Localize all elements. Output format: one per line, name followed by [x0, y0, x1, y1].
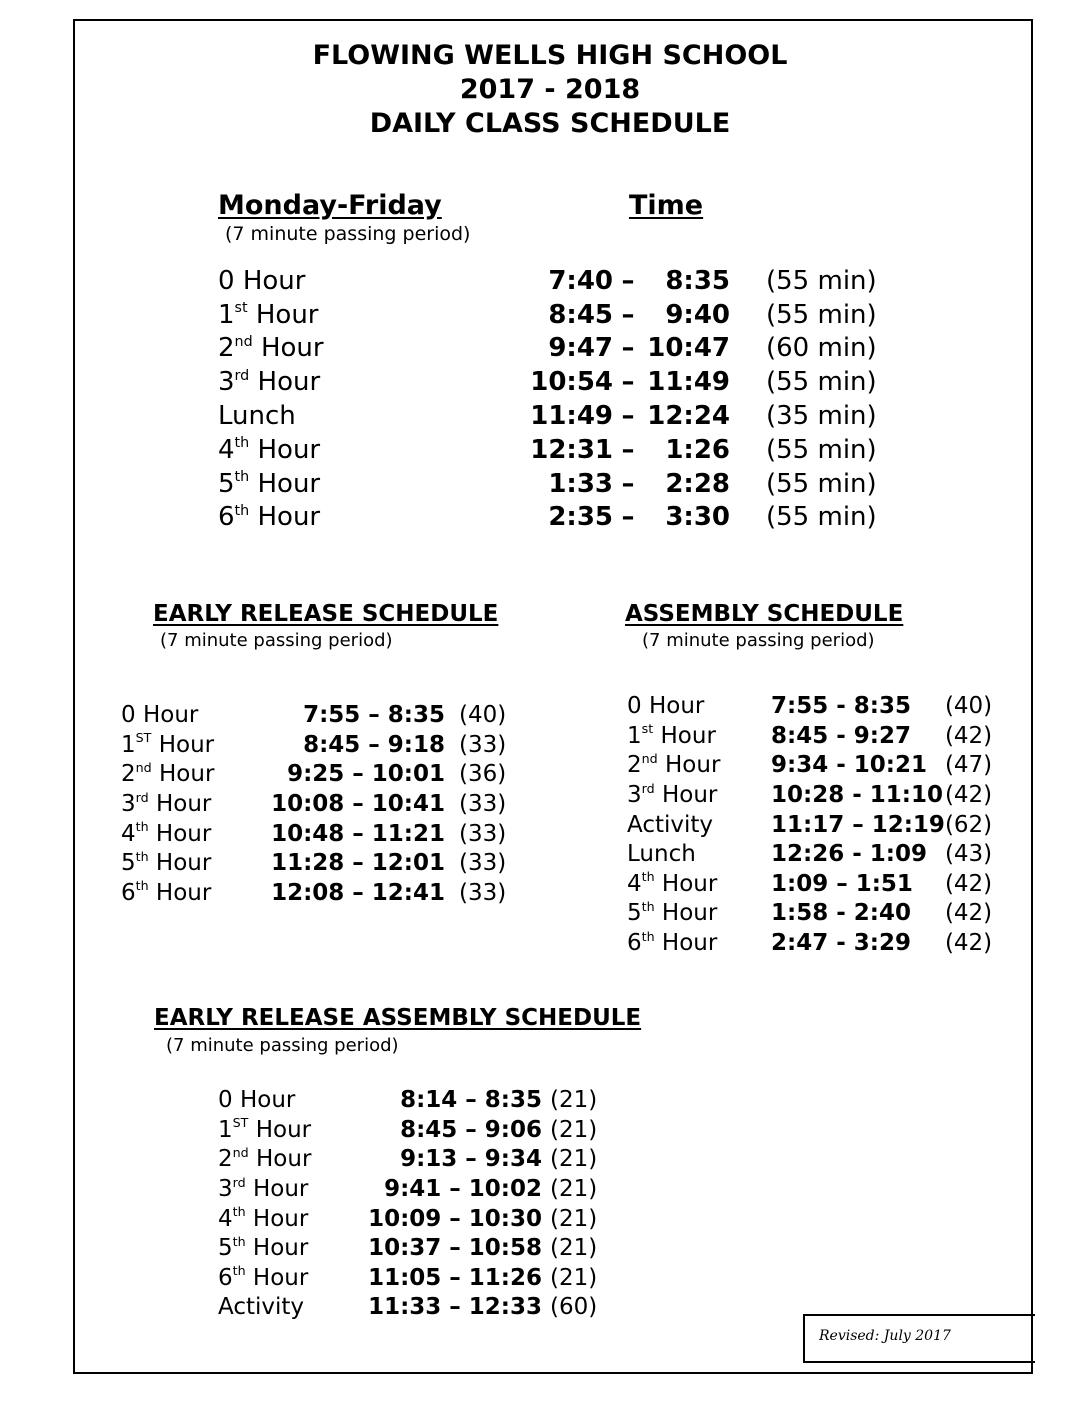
period-ordinal: th: [234, 502, 250, 519]
period-name: [218, 264, 518, 298]
schedule-row: [121, 731, 506, 761]
time-dash: –: [621, 468, 635, 499]
start-time: 7:40: [548, 265, 613, 296]
duration: (62): [944, 811, 993, 838]
time-range: 10:09 – 10:30: [368, 1205, 542, 1232]
period-name: [627, 899, 754, 929]
period-label: Hour: [155, 820, 212, 847]
period-name: [218, 1145, 368, 1175]
regular-table: [218, 264, 877, 534]
period-name: [627, 810, 754, 840]
schedule-row: [218, 1204, 597, 1234]
period-number: 1: [121, 731, 136, 758]
period-label: Hour: [159, 761, 215, 788]
period-number: 6: [218, 502, 235, 533]
time-range: 1:09 – 1:51: [771, 870, 913, 897]
period-label: Hour: [661, 900, 718, 927]
duration: (21): [550, 1264, 598, 1291]
period-ordinal: th: [641, 928, 655, 944]
period-label: Hour: [158, 731, 215, 758]
period-ordinal: nd: [135, 760, 152, 775]
time-dash: –: [621, 401, 635, 432]
time-dash: –: [621, 502, 635, 533]
duration: (21): [550, 1235, 598, 1262]
period-name: [218, 433, 518, 467]
revised-label: Revised: July 2017: [819, 1328, 951, 1344]
period-number: 2: [218, 1146, 233, 1173]
period-name: [627, 722, 754, 752]
time-dash: –: [621, 367, 635, 398]
period-ordinal: th: [135, 878, 149, 894]
period-number: 3: [218, 367, 235, 398]
end-time: 12:24: [647, 401, 730, 432]
period-label: Activity: [218, 1294, 305, 1321]
end-time: 11:49: [647, 367, 730, 398]
duration: (40): [459, 702, 507, 729]
period-label: Hour: [257, 367, 321, 398]
period-label: Hour: [242, 265, 306, 296]
time-range: 12:08 – 12:41: [271, 879, 445, 906]
period-ordinal: th: [641, 898, 655, 914]
period-number: 1: [218, 299, 235, 330]
time-range: 1:58 - 2:40: [771, 900, 911, 927]
end-time: 9:40: [665, 299, 730, 330]
period-ordinal: th: [135, 819, 149, 835]
period-name: [218, 467, 518, 501]
time-dash: –: [621, 299, 635, 330]
period-label: Hour: [252, 1235, 309, 1262]
period-label: Hour: [252, 1264, 309, 1291]
period-name: [218, 332, 518, 366]
period-name: [218, 1175, 368, 1205]
period-name: [627, 692, 754, 722]
period-number: 4: [218, 434, 235, 465]
duration: (33): [459, 820, 507, 847]
era-note: (7 minute passing period): [166, 1035, 399, 1056]
schedule-row: [218, 365, 877, 399]
schedule-row: [627, 929, 992, 959]
schedule-row: [218, 1086, 597, 1116]
time-range: 8:45 - 9:27: [771, 722, 911, 749]
period-label: Hour: [252, 1176, 309, 1203]
schedule-row: [121, 849, 506, 879]
duration: (42): [944, 870, 993, 897]
schedule-row: [218, 1234, 597, 1264]
duration: (47): [944, 752, 993, 779]
start-time: 1:33: [548, 468, 613, 499]
period-label: Hour: [260, 333, 324, 364]
time-range: 11:05 – 11:26: [368, 1264, 542, 1291]
period-name: [627, 751, 754, 781]
schedule-row: [218, 501, 877, 535]
duration: (21): [550, 1087, 598, 1114]
duration: (42): [944, 782, 993, 809]
period-name: [627, 870, 754, 900]
period-ordinal: st: [234, 299, 248, 316]
schedule-row: [627, 751, 992, 781]
period-number: 5: [218, 468, 235, 499]
period-number: 4: [627, 870, 642, 897]
schedule-row: [121, 819, 506, 849]
period-label: Hour: [257, 434, 321, 465]
schedule-row: [121, 701, 506, 731]
time-range: 9:25 – 10:01: [287, 761, 445, 788]
period-label: Hour: [155, 879, 212, 906]
schedule-row: [218, 1116, 597, 1146]
period-name: [121, 760, 269, 790]
period-ordinal: rd: [135, 789, 149, 805]
end-time: 1:26: [665, 434, 730, 465]
revised-box: [803, 1314, 1035, 1363]
period-ordinal: th: [234, 468, 250, 485]
schedule-row: [218, 332, 877, 366]
period-number: 2: [627, 752, 642, 779]
schedule-row: [218, 1175, 597, 1205]
early-release-note: (7 minute passing period): [160, 630, 393, 651]
schedule-row: [627, 870, 992, 900]
schedule-row: [218, 264, 877, 298]
period-label: Hour: [257, 468, 321, 499]
period-name: [218, 399, 518, 433]
schedule-row: [627, 692, 992, 722]
period-name: [121, 701, 269, 731]
period-label: Hour: [660, 722, 716, 749]
duration: (55 min): [766, 367, 877, 398]
period-name: [627, 781, 754, 811]
time-dash: –: [621, 333, 635, 364]
duration: (55 min): [766, 434, 877, 465]
period-ordinal: ST: [135, 730, 152, 746]
time-range: 11:28 – 12:01: [271, 850, 445, 877]
time-range: 9:41 – 10:02: [384, 1176, 542, 1203]
period-number: 1: [627, 722, 642, 749]
period-number: 6: [627, 930, 642, 957]
time-range: 11:33 – 12:33: [368, 1294, 542, 1321]
time-range: 10:28 - 11:10: [771, 782, 943, 809]
duration: (33): [459, 850, 507, 877]
period-ordinal: st: [641, 721, 654, 737]
schedule-row: [121, 879, 506, 909]
duration: (21): [550, 1146, 598, 1173]
period-number: 5: [218, 1235, 233, 1262]
early-release-table: [121, 701, 506, 908]
period-number: 0: [218, 265, 235, 296]
period-number: 3: [121, 791, 136, 818]
time-range: 7:55 - 8:35: [771, 693, 911, 720]
duration: (60 min): [766, 333, 877, 364]
period-ordinal: nd: [641, 751, 658, 766]
period-number: 4: [218, 1205, 233, 1232]
era-heading: EARLY RELEASE ASSEMBLY SCHEDULE: [154, 1005, 642, 1031]
period-number: 6: [218, 1264, 233, 1291]
period-name: [121, 731, 269, 761]
period-number: 5: [121, 850, 136, 877]
time-range: 12:26 - 1:09: [771, 841, 927, 868]
duration: (60): [550, 1294, 598, 1321]
time-range: 10:08 – 10:41: [271, 791, 445, 818]
duration: (55 min): [766, 299, 877, 330]
period-number: 2: [121, 761, 136, 788]
schedule-row: [121, 760, 506, 790]
period-label: Hour: [661, 930, 718, 957]
start-time: 12:31: [530, 434, 613, 465]
period-name: [121, 790, 269, 820]
time-heading: Time: [629, 190, 704, 221]
period-number: 0: [121, 702, 136, 729]
period-label: Hour: [155, 791, 212, 818]
period-ordinal: rd: [641, 780, 655, 796]
schedule-row: [218, 298, 877, 332]
time-range: 10:48 – 11:21: [271, 820, 445, 847]
duration: (55 min): [766, 265, 877, 296]
schedule-row: [218, 1145, 597, 1175]
period-name: [121, 879, 269, 909]
period-number: 6: [121, 879, 136, 906]
start-time: 8:45: [548, 299, 613, 330]
schedule-row: [218, 399, 877, 433]
schedule-row: [218, 467, 877, 501]
period-number: 0: [218, 1087, 233, 1114]
period-ordinal: th: [135, 848, 149, 864]
period-name: [218, 1264, 368, 1294]
schedule-title: DAILY CLASS SCHEDULE: [369, 108, 731, 139]
period-label: Hour: [239, 1087, 296, 1114]
period-label: Hour: [648, 693, 705, 720]
period-name: [627, 840, 754, 870]
period-number: 4: [121, 820, 136, 847]
period-name: [121, 819, 269, 849]
time-range: 8:14 – 8:35: [400, 1087, 542, 1114]
period-number: 3: [218, 1176, 233, 1203]
end-time: 8:35: [665, 265, 730, 296]
period-name: [218, 298, 518, 332]
duration: (33): [459, 731, 507, 758]
period-label: Hour: [155, 850, 212, 877]
start-time: 11:49: [530, 401, 613, 432]
schedule-row: [627, 840, 992, 870]
assembly-note: (7 minute passing period): [642, 630, 875, 651]
time-range: 7:55 – 8:35: [303, 702, 445, 729]
period-name: [218, 501, 518, 535]
assembly-table: [627, 692, 992, 958]
start-time: 9:47: [548, 333, 613, 364]
period-ordinal: rd: [234, 367, 250, 384]
period-number: 0: [627, 693, 642, 720]
duration: (36): [459, 761, 507, 788]
time-range: 10:37 – 10:58: [368, 1235, 542, 1262]
period-ordinal: th: [641, 869, 655, 885]
schedule-row: [627, 810, 992, 840]
period-label: Hour: [142, 702, 199, 729]
period-name: [627, 929, 754, 959]
period-label: Hour: [255, 299, 319, 330]
duration: (42): [944, 930, 993, 957]
period-name: [218, 1204, 368, 1234]
period-label: Activity: [627, 811, 714, 838]
period-ordinal: th: [232, 1233, 246, 1249]
schedule-row: [121, 790, 506, 820]
time-range: 11:17 – 12:19: [771, 811, 945, 838]
time-range: 2:47 - 3:29: [771, 930, 911, 957]
schedule-row: [218, 1293, 597, 1323]
end-time: 10:47: [647, 333, 730, 364]
duration: (55 min): [766, 502, 877, 533]
period-name: [218, 1293, 368, 1323]
schedule-row: [218, 433, 877, 467]
period-ordinal: rd: [232, 1174, 246, 1190]
end-time: 3:30: [665, 502, 730, 533]
period-label: Lunch: [627, 841, 696, 868]
schedule-row: [627, 899, 992, 929]
time-dash: –: [621, 265, 635, 296]
duration: (40): [944, 693, 993, 720]
period-ordinal: nd: [232, 1145, 249, 1160]
time-range: 9:34 - 10:21: [771, 752, 927, 779]
duration: (55 min): [766, 468, 877, 499]
regular-note: (7 minute passing period): [225, 223, 471, 245]
period-label: Hour: [252, 1205, 309, 1232]
period-label: Hour: [661, 870, 718, 897]
duration: (33): [459, 879, 507, 906]
period-label: Hour: [661, 782, 718, 809]
period-number: 3: [627, 782, 642, 809]
duration: (33): [459, 791, 507, 818]
period-number: 5: [627, 900, 642, 927]
period-ordinal: th: [234, 435, 250, 452]
period-name: [218, 1234, 368, 1264]
period-name: [218, 1086, 368, 1116]
era-table: [218, 1086, 597, 1323]
period-name: [218, 1116, 368, 1146]
period-number: 1: [218, 1116, 233, 1143]
schedule-row: [627, 722, 992, 752]
time-range: 9:13 – 9:34: [400, 1146, 542, 1173]
duration: (21): [550, 1176, 598, 1203]
period-label: Hour: [257, 502, 321, 533]
school-year: 2017 - 2018: [459, 74, 641, 105]
duration: (35 min): [766, 401, 877, 432]
time-range: 8:45 – 9:06: [400, 1116, 542, 1143]
time-range: 8:45 – 9:18: [303, 731, 445, 758]
period-name: [218, 365, 518, 399]
end-time: 2:28: [665, 468, 730, 499]
period-name: [121, 849, 269, 879]
duration: (43): [944, 841, 993, 868]
start-time: 10:54: [530, 367, 613, 398]
time-dash: –: [621, 434, 635, 465]
duration: (42): [944, 900, 993, 927]
period-ordinal: ST: [232, 1115, 249, 1131]
period-ordinal: th: [232, 1204, 246, 1220]
period-label: Hour: [255, 1116, 312, 1143]
duration: (21): [550, 1116, 598, 1143]
schedule-row: [218, 1264, 597, 1294]
duration: (42): [944, 722, 993, 749]
regular-heading: Monday-Friday: [218, 190, 442, 221]
duration: (21): [550, 1205, 598, 1232]
period-label: Hour: [665, 752, 721, 779]
school-name: FLOWING WELLS HIGH SCHOOL: [312, 40, 788, 71]
assembly-heading: ASSEMBLY SCHEDULE: [625, 601, 904, 627]
period-ordinal: nd: [234, 333, 253, 350]
schedule-row: [627, 781, 992, 811]
period-label: Hour: [256, 1146, 312, 1173]
period-label: Lunch: [218, 401, 296, 432]
early-release-heading: EARLY RELEASE SCHEDULE: [153, 601, 499, 627]
start-time: 2:35: [548, 502, 613, 533]
period-number: 2: [218, 333, 235, 364]
period-ordinal: th: [232, 1263, 246, 1279]
